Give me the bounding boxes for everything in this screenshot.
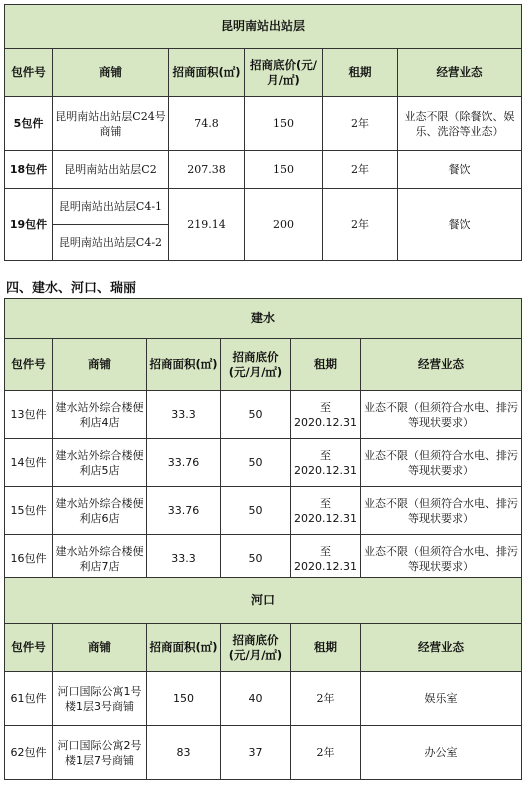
cell-package: 61包件 (5, 672, 53, 726)
cell-area: 33.76 (147, 439, 221, 487)
cell-term: 2年 (323, 189, 398, 261)
cell-term: 至2020.12.31 (291, 535, 361, 583)
cell-business: 业态不限（但须符合水电、排污等现状要求） (361, 487, 522, 535)
header-price: 招商底价(元/月/㎡) (221, 624, 291, 672)
cell-term: 至2020.12.31 (291, 391, 361, 439)
cell-shop: 建水站外综合楼便利店6店 (53, 487, 147, 535)
header-shop: 商铺 (53, 49, 169, 97)
cell-term: 至2020.12.31 (291, 487, 361, 535)
header-shop: 商铺 (53, 339, 147, 391)
cell-package: 15包件 (5, 487, 53, 535)
cell-price: 37 (221, 726, 291, 780)
cell-term: 2年 (323, 151, 398, 189)
header-price: 招商底价(元/月/㎡) (221, 339, 291, 391)
header-area: 招商面积(㎡) (147, 624, 221, 672)
cell-business: 餐饮 (398, 151, 522, 189)
cell-package: 19包件 (5, 189, 53, 261)
cell-price: 50 (221, 535, 291, 583)
cell-shop: 昆明南站出站层C2 (53, 151, 169, 189)
cell-area: 219.14 (169, 189, 245, 261)
header-package: 包件号 (5, 339, 53, 391)
header-business: 经营业态 (398, 49, 522, 97)
cell-term: 至2020.12.31 (291, 439, 361, 487)
cell-price: 50 (221, 439, 291, 487)
section-title: 昆明南站出站层 (5, 5, 522, 49)
cell-price: 150 (245, 97, 323, 151)
header-price: 招商底价(元/月/㎡) (245, 49, 323, 97)
cell-package: 5包件 (5, 97, 53, 151)
cell-price: 200 (245, 189, 323, 261)
cell-term: 2年 (291, 672, 361, 726)
table-row (5, 672, 522, 726)
section-title: 河口 (5, 578, 522, 624)
header-area: 招商面积(㎡) (169, 49, 245, 97)
cell-package: 18包件 (5, 151, 53, 189)
section-heading: 四、建水、河口、瑞丽 (6, 281, 137, 296)
header-package: 包件号 (5, 624, 53, 672)
kunming-table (4, 4, 522, 261)
cell-area: 33.3 (147, 535, 221, 583)
table-row (5, 535, 522, 583)
table-row (5, 151, 522, 189)
cell-area: 207.38 (169, 151, 245, 189)
cell-business: 娱乐室 (361, 672, 522, 726)
cell-package: 16包件 (5, 535, 53, 583)
cell-business: 业态不限（但须符合水电、排污等现状要求） (361, 391, 522, 439)
jianshui-table (4, 298, 522, 583)
table-row (5, 189, 522, 225)
cell-area: 33.76 (147, 487, 221, 535)
header-shop: 商铺 (53, 624, 147, 672)
cell-price: 50 (221, 391, 291, 439)
table-row (5, 97, 522, 151)
table-row (5, 391, 522, 439)
header-area: 招商面积(㎡) (147, 339, 221, 391)
table-row (5, 726, 522, 780)
cell-term: 2年 (323, 97, 398, 151)
cell-business: 业态不限（但须符合水电、排污等现状要求） (361, 535, 522, 583)
cell-shop: 河口国际公寓1号楼1层3号商铺 (53, 672, 147, 726)
cell-shop: 建水站外综合楼便利店4店 (53, 391, 147, 439)
cell-area: 83 (147, 726, 221, 780)
cell-package: 14包件 (5, 439, 53, 487)
cell-term: 2年 (291, 726, 361, 780)
cell-price: 150 (245, 151, 323, 189)
cell-shop: 昆明南站出站层C4-2 (53, 225, 169, 261)
cell-area: 74.8 (169, 97, 245, 151)
cell-shop: 建水站外综合楼便利店5店 (53, 439, 147, 487)
cell-price: 40 (221, 672, 291, 726)
cell-package: 13包件 (5, 391, 53, 439)
header-term: 租期 (323, 49, 398, 97)
cell-area: 33.3 (147, 391, 221, 439)
cell-shop: 建水站外综合楼便利店7店 (53, 535, 147, 583)
hekou-table (4, 577, 522, 780)
header-term: 租期 (291, 339, 361, 391)
section-title: 建水 (5, 299, 522, 339)
table-row (5, 487, 522, 535)
cell-business: 餐饮 (398, 189, 522, 261)
cell-package: 62包件 (5, 726, 53, 780)
header-package: 包件号 (5, 49, 53, 97)
cell-business: 办公室 (361, 726, 522, 780)
cell-business: 业态不限（但须符合水电、排污等现状要求） (361, 439, 522, 487)
header-term: 租期 (291, 624, 361, 672)
cell-business: 业态不限（除餐饮、娱乐、洗浴等业态） (398, 97, 522, 151)
header-business: 经营业态 (361, 339, 522, 391)
header-business: 经营业态 (361, 624, 522, 672)
cell-shop: 河口国际公寓2号楼1层7号商铺 (53, 726, 147, 780)
cell-area: 150 (147, 672, 221, 726)
cell-shop: 昆明南站出站层C24号商铺 (53, 97, 169, 151)
cell-shop: 昆明南站出站层C4-1 (53, 189, 169, 225)
table-row (5, 439, 522, 487)
cell-price: 50 (221, 487, 291, 535)
